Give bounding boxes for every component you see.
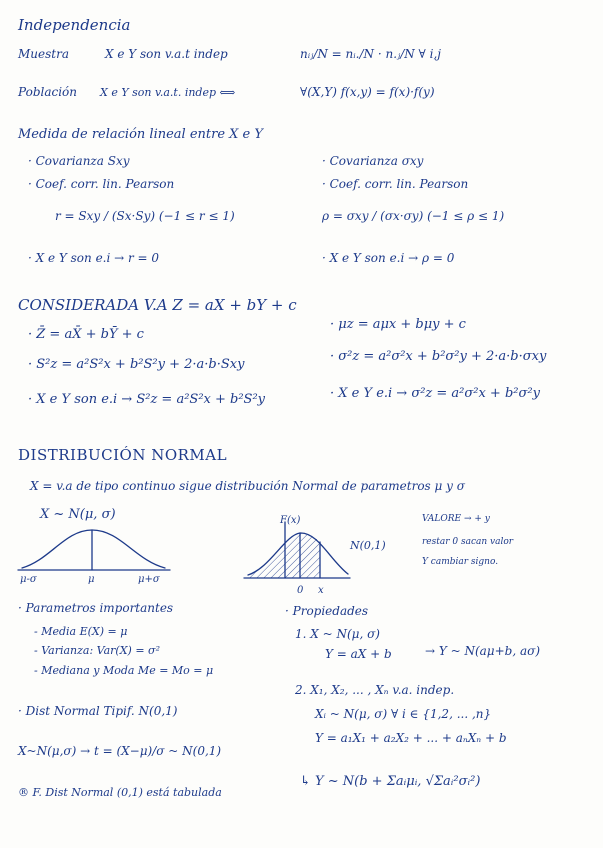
prop2-result: ↳ Y ~ N(b + Σaᵢμᵢ, √Σaᵢ²σᵢ²) (300, 774, 481, 789)
considerada-left-1: · Z̄ = aX̄ + bȲ + c (28, 327, 144, 342)
note-line-3: Y cambiar signo. (422, 557, 499, 567)
medidas-left-4: · X e Y son e.i → r = 0 (28, 251, 160, 265)
tabulada-note: ® F. Dist Normal (0,1) está tabulada (18, 786, 222, 799)
param-mediana-moda: - Mediana y Moda Me = Mo = μ (34, 664, 214, 677)
medidas-right-3: ρ = σxy / (σx·σy) (−1 ≤ ρ ≤ 1) (322, 209, 505, 223)
considerada-right-1: · μz = aμx + bμy + c (330, 317, 466, 332)
bell-curve-left (18, 530, 170, 570)
axis-x-label: x (318, 585, 324, 596)
param-title: · Parametros importantes (18, 601, 174, 615)
muestra-label: Muestra (18, 47, 69, 61)
medidas-left-3: r = Sxy / (Sx·Sy) (−1 ≤ r ≤ 1) (55, 209, 235, 223)
medidas-right-1: · Covarianza σxy (322, 154, 424, 168)
considerada-left-3: · X e Y son e.i → S²z = a²S²x + b²S²y (28, 392, 266, 407)
prop1-line1: 1. X ~ N(μ, σ) (295, 627, 380, 641)
bell-label-mu-minus-sigma: μ-σ (20, 574, 37, 585)
bell-label-mu: μ (88, 574, 95, 585)
prop2-line3: Y = a₁X₁ + a₂X₂ + ... + aₙXₙ + b (315, 731, 507, 745)
prop1-result: → Y ~ N(aμ+b, aσ) (425, 644, 541, 658)
axis-zero-label: 0 (297, 585, 304, 596)
note-line-1: VALORE → + y (422, 514, 490, 524)
medidas-left-2: · Coef. corr. lin. Pearson (28, 177, 175, 191)
bell-curve-right (244, 522, 350, 578)
tipif-formula: X~N(μ,σ) → t = (X−μ)/σ ~ N(0,1) (18, 744, 222, 758)
section-title-independencia: Independencia (18, 16, 131, 34)
prop2-line2: Xᵢ ~ N(μ, σ) ∀ i ∈ {1,2, ... ,n} (315, 707, 492, 721)
tipif-title: · Dist Normal Tipif. N(0,1) (18, 704, 178, 718)
medidas-left-1: · Covarianza Sxy (28, 154, 130, 168)
muestra-text: X e Y son v.a.t indep (105, 47, 228, 61)
prop2-line1: 2. X₁, X₂, ... , Xₙ v.a. indep. (295, 683, 455, 697)
poblacion-label: Población (18, 85, 77, 99)
normal-definition: X = v.a de tipo continuo sigue distribución Normal de parametros μ y σ (30, 479, 465, 493)
considerada-right-2: · σ²z = a²σ²x + b²σ²y + 2·a·b·σxy (330, 349, 547, 364)
param-varianza: - Varianza: Var(X) = σ² (34, 644, 160, 657)
considerada-right-3: · X e Y e.i → σ²z = a²σ²x + b²σ²y (330, 386, 540, 401)
normal-notation: X ~ N(μ, σ) (40, 507, 116, 522)
prop-title: · Propiedades (285, 604, 369, 618)
fx-label: F(x) (280, 515, 301, 526)
considerada-left-2: · S²z = a²S²x + b²S²y + 2·a·b·Sxy (28, 357, 245, 372)
muestra-formula: nᵢⱼ/N = nᵢ./N · n.ⱼ/N ∀ i,j (300, 47, 441, 61)
note-line-2: restar 0 sacan valor (422, 537, 514, 547)
medidas-right-4: · X e Y son e.i → ρ = 0 (322, 251, 455, 265)
poblacion-formula: ∀(X,Y) f(x,y) = f(x)·f(y) (300, 85, 435, 99)
section-title-normal: DISTRIBUCIÓN NORMAL (18, 446, 228, 464)
section-title-considerada: CONSIDERADA V.A Z = aX + bY + c (18, 296, 297, 314)
prop1-line2: Y = aX + b (325, 647, 392, 661)
poblacion-text: X e Y son v.a.t. indep ⟺ (100, 86, 236, 99)
medidas-right-2: · Coef. corr. lin. Pearson (322, 177, 469, 191)
section-title-medidas: Medida de relación lineal entre X e Y (18, 127, 263, 142)
bell-label-mu-plus-sigma: μ+σ (138, 574, 160, 585)
param-media: - Media E(X) = μ (34, 625, 128, 638)
n01-label: N(0,1) (350, 539, 386, 552)
